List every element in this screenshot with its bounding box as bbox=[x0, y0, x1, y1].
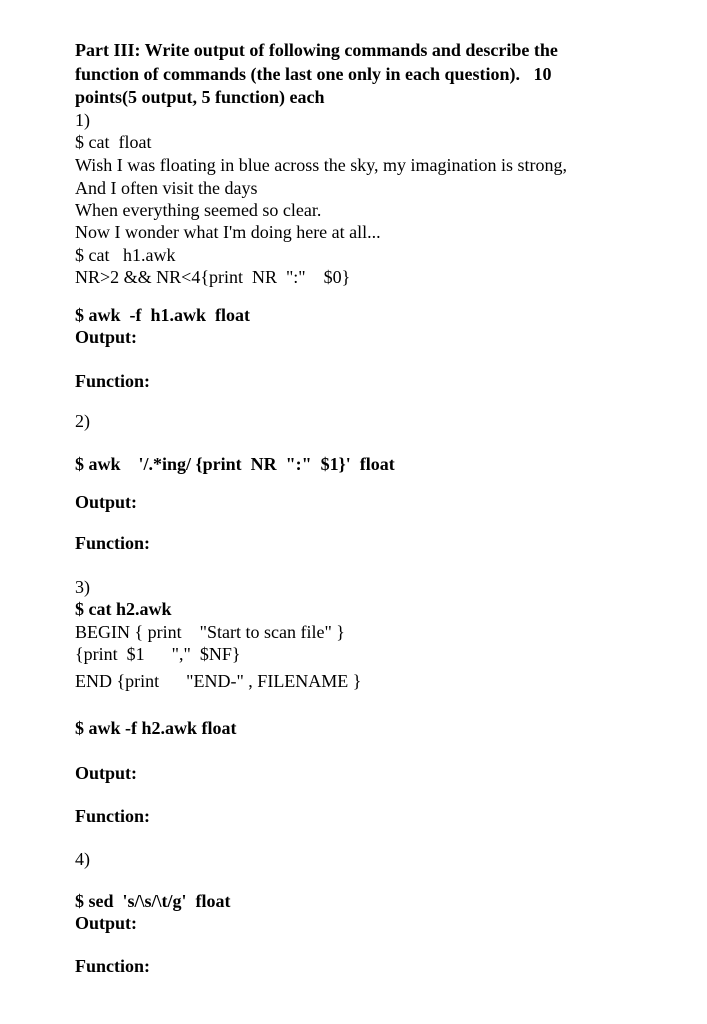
q4-function-label: Function: bbox=[75, 956, 151, 976]
q3-output-label: Output: bbox=[75, 763, 138, 783]
q1-output-label: Output: bbox=[75, 327, 138, 347]
header-line-3: points(5 output, 5 function) each bbox=[75, 87, 325, 107]
question-2-number: 2) bbox=[75, 411, 90, 431]
q2-function-label: Function: bbox=[75, 533, 151, 553]
float-file-line-4: Now I wonder what I'm doing here at all... bbox=[75, 222, 381, 242]
q3-function-label: Function: bbox=[75, 806, 151, 826]
float-file-line-3: When everything seemed so clear. bbox=[75, 200, 322, 220]
q3-cat-command: $ cat h2.awk bbox=[75, 599, 172, 619]
q1-awk-command: $ awk -f h1.awk float bbox=[75, 305, 251, 325]
question-4-number: 4) bbox=[75, 849, 90, 869]
h1-awk-script: NR>2 && NR<4{print NR ":" $0} bbox=[75, 267, 351, 287]
question-3-number: 3) bbox=[75, 577, 90, 597]
q2-awk-command: $ awk '/.*ing/ {print NR ":" $1}' float bbox=[75, 454, 395, 474]
float-file-line-2: And I often visit the days bbox=[75, 178, 258, 198]
q1-cat-awk-command: $ cat h1.awk bbox=[75, 245, 176, 265]
header-line-1: Part III: Write output of following commands and describe the bbox=[75, 40, 558, 60]
h2-awk-script-line-3: END {print "END-" , FILENAME } bbox=[75, 671, 362, 691]
float-file-line-1: Wish I was floating in blue across the sky, my imagination is strong, bbox=[75, 155, 568, 175]
question-1-number: 1) bbox=[75, 110, 90, 130]
q3-awk-command: $ awk -f h2.awk float bbox=[75, 718, 237, 738]
q4-sed-command: $ sed 's/\s/\t/g' float bbox=[75, 891, 231, 911]
q1-cat-float-command: $ cat float bbox=[75, 132, 152, 152]
h2-awk-script-line-2: {print $1 "," $NF} bbox=[75, 644, 241, 664]
q1-function-label: Function: bbox=[75, 371, 151, 391]
q4-output-label: Output: bbox=[75, 913, 138, 933]
q2-output-label: Output: bbox=[75, 492, 138, 512]
header-line-2: function of commands (the last one only in each question). 10 bbox=[75, 64, 552, 84]
h2-awk-script-line-1: BEGIN { print "Start to scan file" } bbox=[75, 622, 345, 642]
